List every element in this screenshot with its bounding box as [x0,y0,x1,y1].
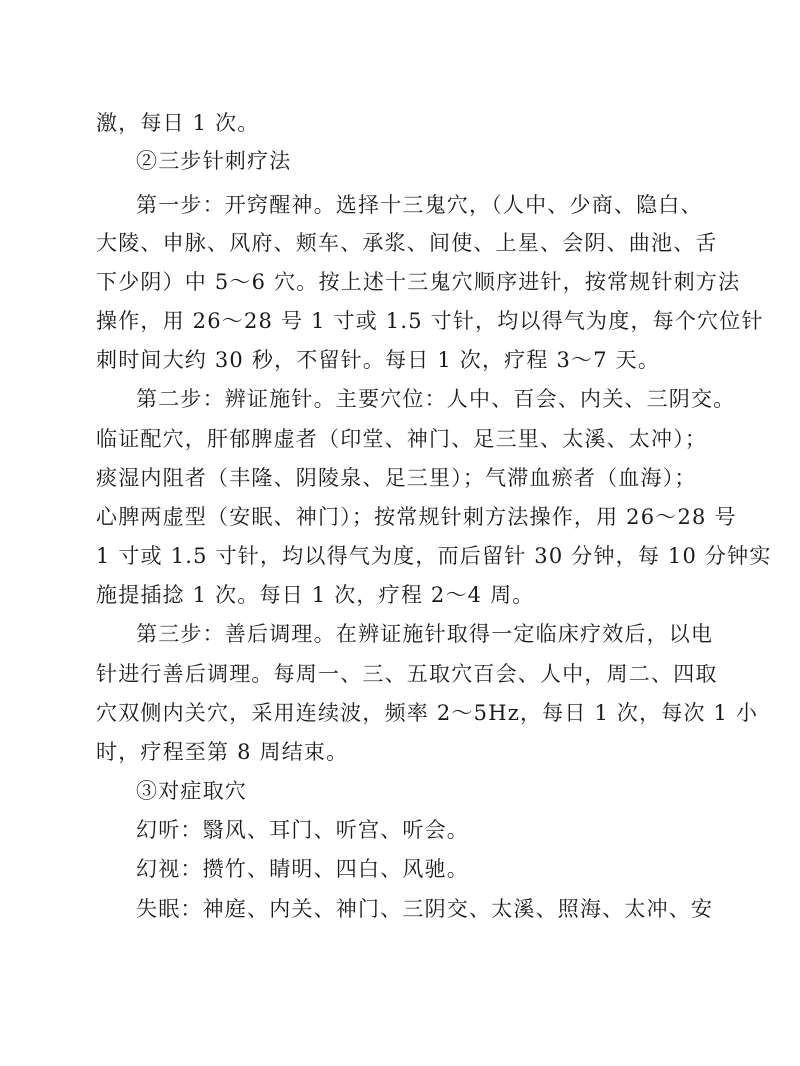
text-line: 1 寸或 1.5 寸针，均以得气为度，而后留针 30 分钟，每 10 分钟实 [96,544,772,568]
text-line: 第三步：善后调理。在辨证施针取得一定临床疗效后，以电 [136,622,714,646]
text-line: 幻听：翳风、耳门、听宫、听会。 [136,818,469,842]
text-line: 第二步：辨证施针。主要穴位：人中、百会、内关、三阴交。 [136,387,736,411]
text-line: 幻视：攒竹、睛明、四白、风驰。 [136,857,469,881]
text-line: 大陵、申脉、风府、颊车、承浆、间使、上星、会阴、曲池、舌 [96,231,718,255]
section-heading: ②三步针刺疗法 [136,149,292,173]
text-line: 下少阴）中 5～6 穴。按上述十三鬼穴顺序进针，按常规针刺方法 [96,270,741,294]
section-heading: ③对症取穴 [136,779,247,803]
text-line: 临证配穴，肝郁脾虚者（印堂、神门、足三里、太溪、太冲）； [96,427,708,451]
text-line: 失眠：神庭、内关、神门、三阴交、太溪、照海、太冲、安 [136,897,714,921]
text-line: 第一步：开窍醒神。选择十三鬼穴，（人中、少商、隐白、 [136,193,703,217]
text-line: 时，疗程至第 8 周结束。 [96,740,349,764]
text-line: 穴双侧内关穴，采用连续波，频率 2～5Hz，每日 1 次，每次 1 小 [96,701,759,725]
text-line: 痰湿内阻者（丰隆、阴陵泉、足三里）；气滞血瘀者（血海）； [96,466,697,490]
text-line: 刺时间大约 30 秒，不留针。每日 1 次，疗程 3～7 天。 [96,348,661,372]
text-line: 激，每日 1 次。 [96,111,260,135]
text-line: 操作，用 26～28 号 1 寸或 1.5 寸针，均以得气为度，每个穴位针 [96,309,764,333]
text-line: 心脾两虚型（安眠、神门）；按常规针刺方法操作，用 26～28 号 [96,505,737,529]
text-line: 施提插捻 1 次。每日 1 次，疗程 2～4 周。 [96,583,535,607]
text-line: 针进行善后调理。每周一、三、五取穴百会、人中，周二、四取 [96,662,718,686]
